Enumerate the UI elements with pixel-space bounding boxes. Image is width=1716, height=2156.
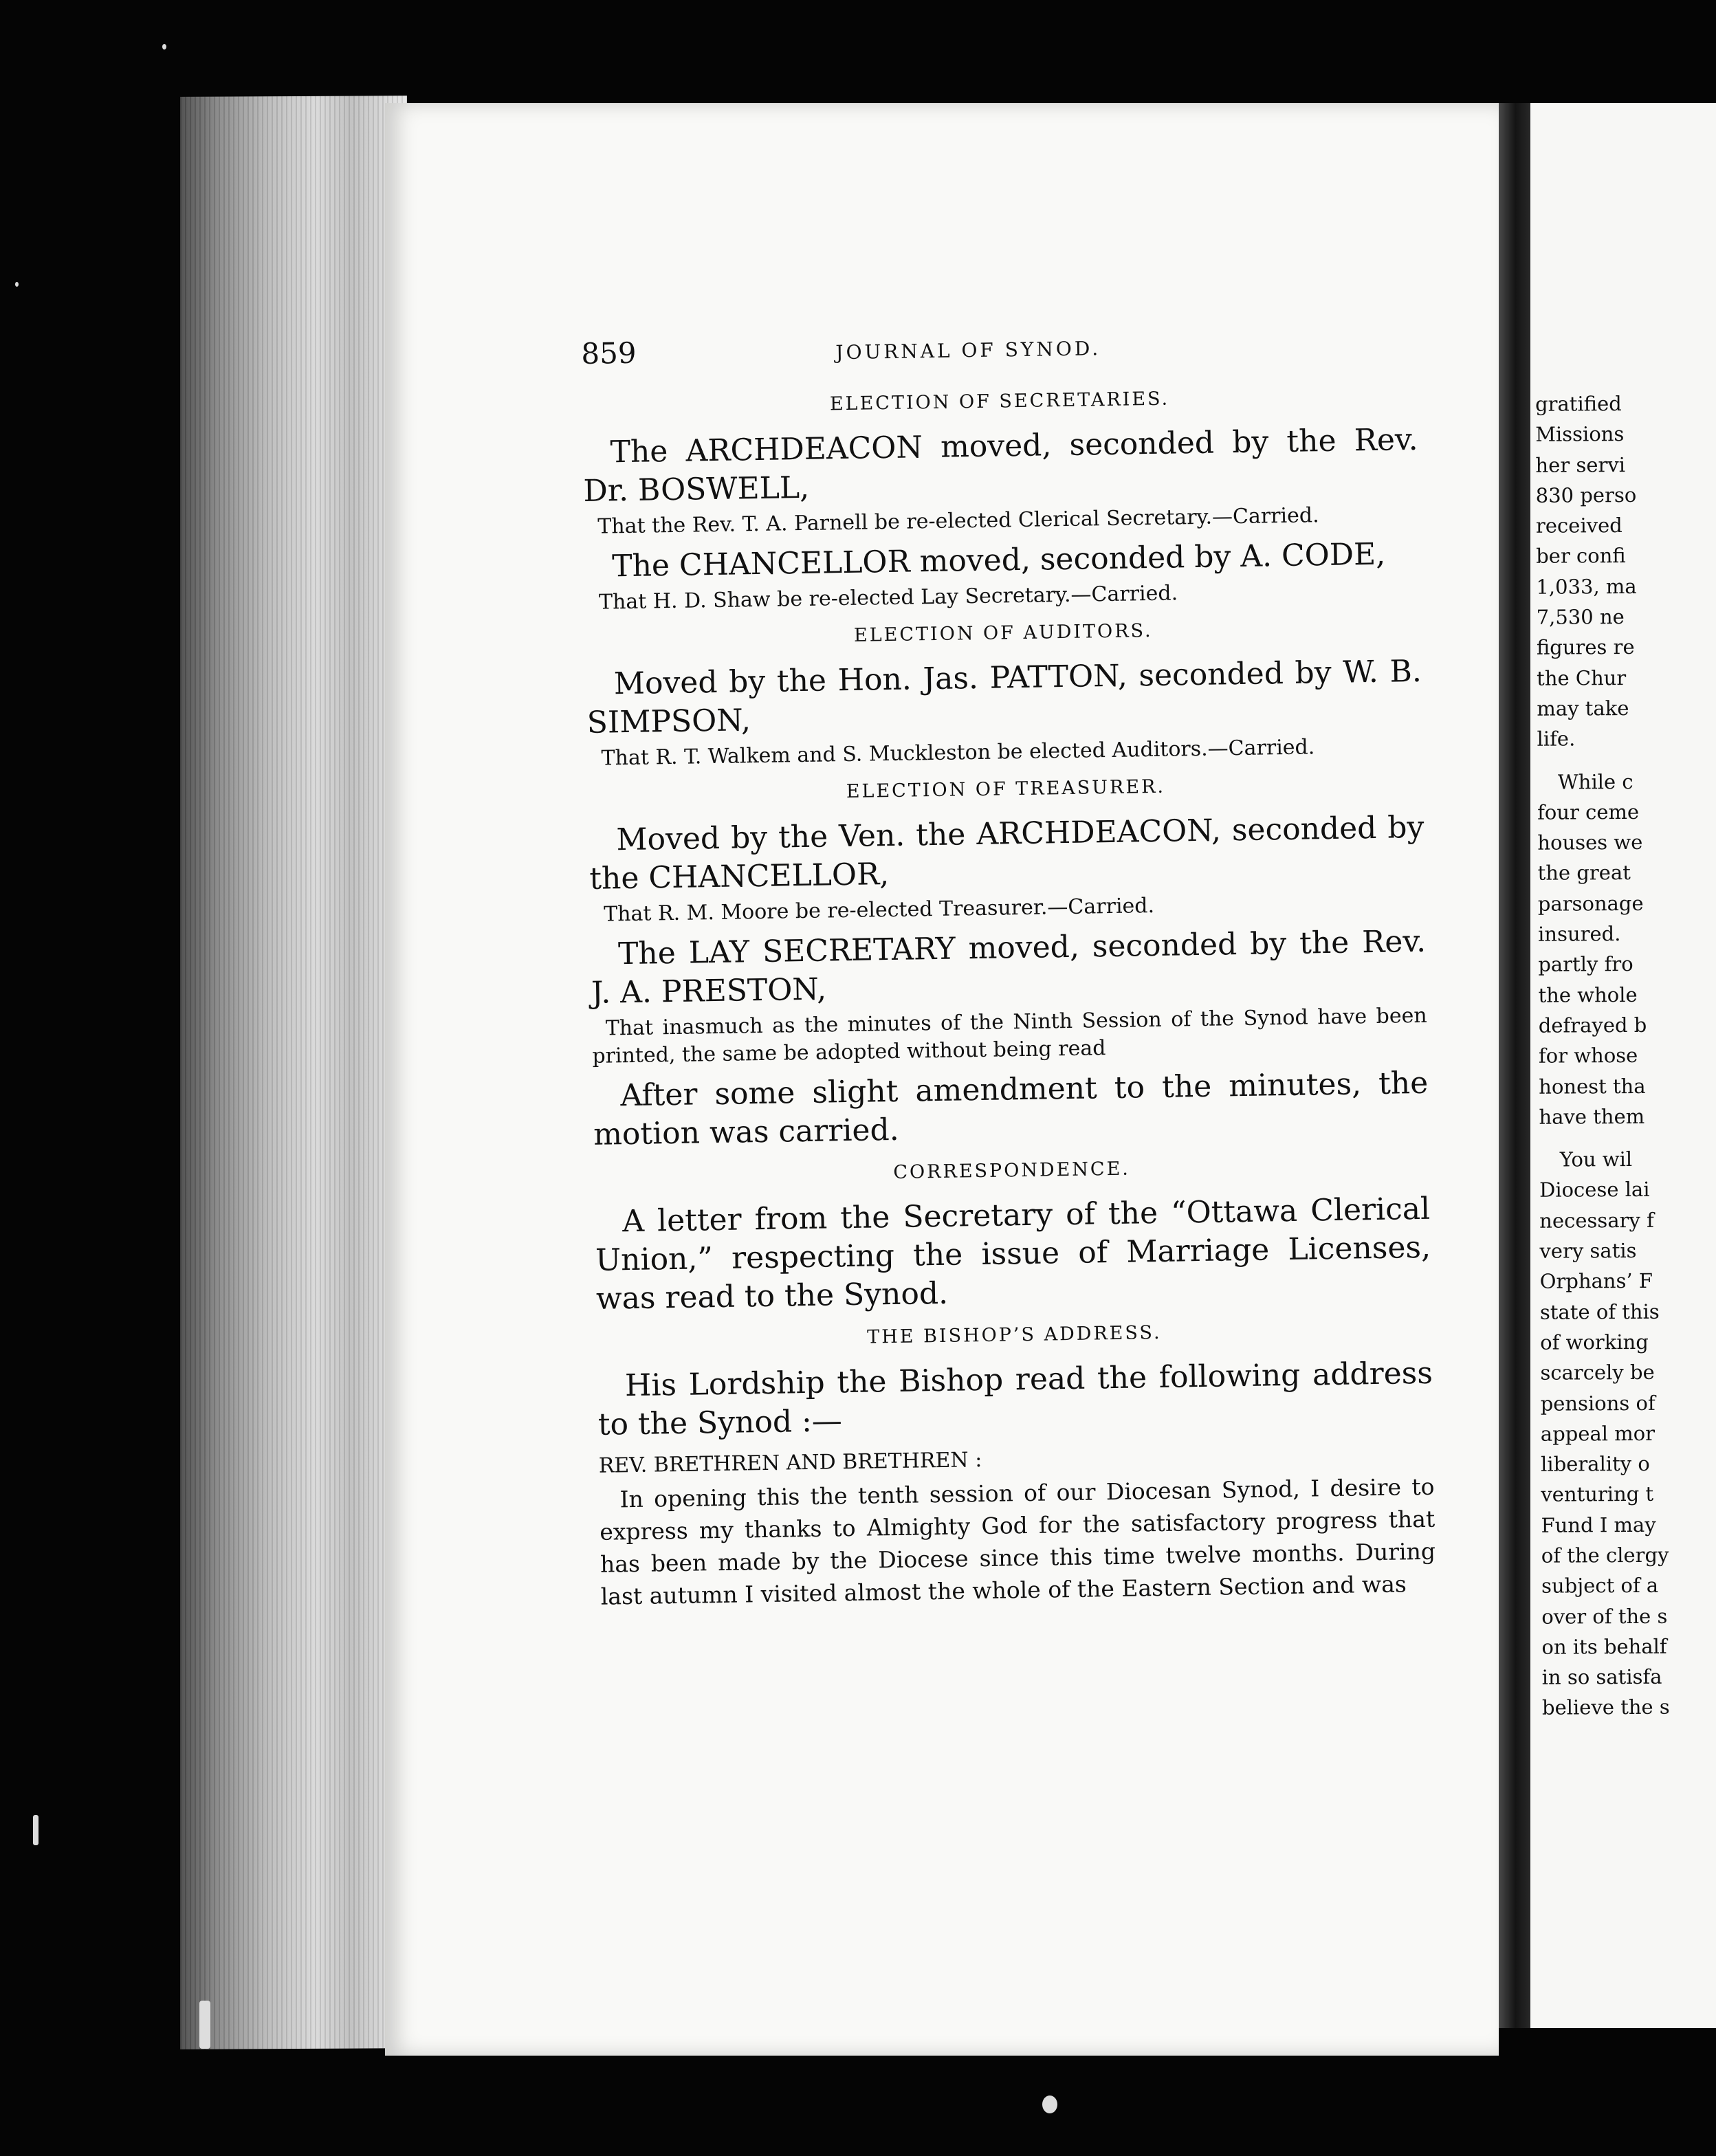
text-line: the great [1537,861,1631,886]
resolution-text: That inasmuch as the minutes of the Ninth Session of the Synod have been printed, the same be adopted without being read [592,1003,1427,1068]
text-line: houses we [1537,830,1643,855]
text-line: liberality o [1541,1451,1650,1476]
journal-title: JOURNAL OF SYNOD. [835,337,1101,364]
paragraph-gap [1539,1131,1716,1144]
text-line: of the clergy [1541,1543,1669,1568]
paragraph-gap [1537,754,1716,767]
text-line: may take [1537,696,1629,720]
book-gutter [1499,103,1532,2028]
section-heading: CORRESPONDENCE. [893,1158,1131,1184]
motion-text: Moved by the Ven. the ARCHDEACON, seconded by the CHANCELLOR, [588,809,1424,896]
text-line: insured. [1537,922,1621,946]
text-line: gratified [1534,392,1622,416]
address-intro: His Lordship the Bishop read the following address to the Synod :— [597,1355,1433,1442]
section-heading: ELECTION OF SECRETARIES. [829,388,1170,415]
text-line: scarcely be [1540,1361,1655,1385]
scan-speck [33,1815,38,1845]
text-line: partly fro [1538,952,1634,977]
text-line: on its behalf [1541,1634,1667,1659]
motion-text: Moved by the Hon. Jas. PATTON, seconded by W. B. SIMPSON, [586,653,1422,740]
text-line: the whole [1538,982,1638,1007]
scan-speck [1042,2096,1057,2113]
text-line: Diocese lai [1539,1178,1650,1202]
text-line: of working [1540,1330,1649,1354]
text-line: Orphans’ F [1539,1269,1653,1294]
section-heading: THE BISHOP’S ADDRESS. [866,1321,1162,1348]
text-line: life. [1537,727,1576,751]
correspondence-text: A letter from the Secretary of the “Ottawa Clerical Union,” respecting the issue of Marriage Licenses, was read to the Synod. [595,1191,1431,1317]
text-line: subject of a [1541,1574,1659,1598]
text-line: Missions [1535,422,1625,447]
text-line: received [1535,514,1622,538]
text-line: figures re [1536,635,1635,660]
book-page-edges [180,96,407,2049]
text-line: defrayed b [1538,1013,1647,1037]
left-page-text [581,324,1436,1613]
text-line: for whose [1538,1044,1638,1068]
motion-text: The LAY SECRETARY moved, seconded by the Rev. J. A. PRESTON, [591,923,1427,1011]
text-line: believe the s [1541,1695,1670,1720]
section-heading: ELECTION OF AUDITORS. [853,619,1153,646]
text-line: necessary f [1539,1208,1654,1233]
motion-text: The CHANCELLOR moved, seconded by A. CODE, [611,536,1386,584]
right-page-text [1535,388,1716,1723]
amendment-text: After some slight amendment to the minutes, the motion was carried. [593,1065,1429,1152]
text-line: her servi [1535,452,1626,477]
text-line: 7,530 ne [1536,605,1625,629]
scan-speck [15,282,19,287]
resolution-text: That the Rev. T. A. Parnell be re-elected Clerical Secretary.—Carried. [597,503,1319,539]
scan-speck [162,44,166,50]
resolution-text: That R. M. Moore be re-elected Treasurer.—Carried. [603,894,1155,927]
text-line: 830 perso [1535,483,1637,507]
text-line: in so satisfa [1541,1664,1662,1689]
text-line: You wil [1559,1147,1633,1172]
text-line: parsonage [1537,891,1644,916]
address-body: In opening this the tenth session of our Diocesan Synod, I desire to express my thanks to Almighty God for the satisfactory progress that has been made by the Diocese since this time twelve months. During last autumn I visited almost the whole of the Eastern Section and was [600,1473,1436,1610]
text-line: over of the s [1541,1604,1668,1629]
text-line: appeal mor [1540,1421,1656,1446]
page-number: 859 [581,336,637,371]
text-line: very satis [1539,1238,1637,1263]
scan-speck [199,2001,210,2049]
address-salutation: REV. BRETHREN AND BRETHREN : [598,1448,982,1478]
resolution-text: That R. T. Walkem and S. Muckleston be elected Auditors.—Carried. [601,735,1315,771]
text-line: have them [1539,1104,1645,1129]
text-line: pensions of [1540,1391,1656,1416]
motion-text: The ARCHDEACON moved, seconded by the Rev. Dr. BOSWELL, [583,421,1418,509]
text-line: 1,033, ma [1536,574,1637,599]
section-heading: ELECTION OF TREASURER. [846,776,1166,803]
text-line: ber confi [1536,544,1626,569]
text-line: state of this [1539,1299,1660,1324]
resolution-text: That H. D. Shaw be re-elected Lay Secretary.—Carried. [598,581,1178,615]
text-line: four ceme [1537,800,1640,824]
text-line: Fund I may [1541,1512,1656,1537]
text-line: honest tha [1539,1074,1646,1099]
text-line: While c [1557,769,1634,794]
text-line: the Chur [1537,666,1627,690]
text-line: venturing t [1541,1482,1654,1507]
